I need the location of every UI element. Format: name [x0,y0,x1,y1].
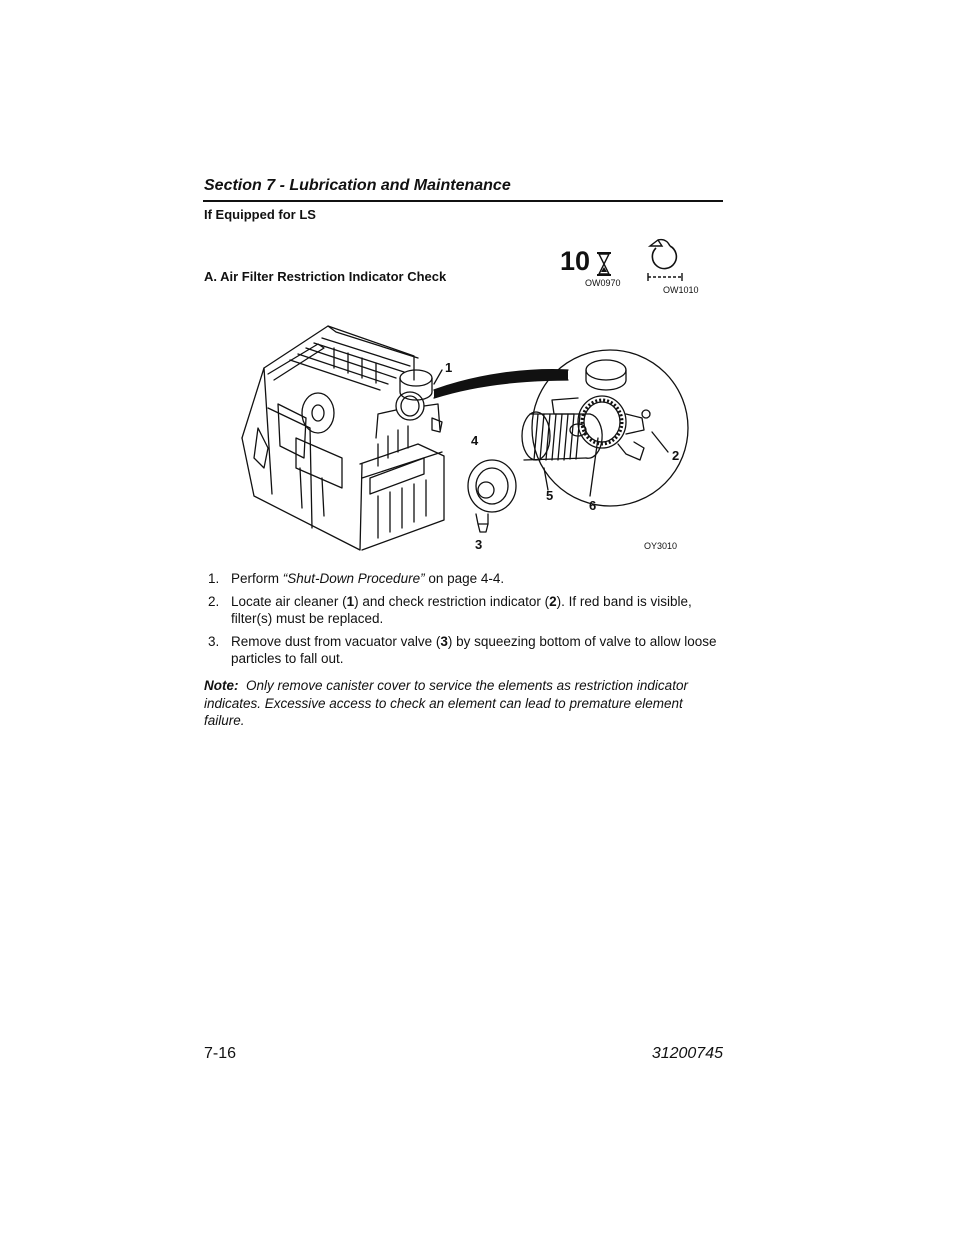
step-item [208,593,723,627]
interval-number: 10 [560,246,591,276]
air-filter-illustration [238,318,690,558]
step-item [208,570,723,587]
procedure-steps [208,570,723,673]
section-title: Section 7 - Lubrication and Maintenance [204,177,511,194]
callout-3: 3 [475,537,483,552]
header-rule [203,200,723,202]
step-text: Locate air cleaner (1) and check restriction indicator (2). If red band is visible, filter(s) must be replaced. [231,594,692,626]
step-text: Perform “Shut-Down Procedure” on page 4-4. [231,571,505,586]
check-heading: A. Air Filter Restriction Indicator Check [204,269,447,284]
callout-1: 1 [445,360,453,375]
callout-2: 2 [672,448,680,463]
rotation-arrow-icon [644,236,686,282]
subheading: If Equipped for LS [204,207,316,222]
step-text: Remove dust from vacuator valve (3) by squeezing bottom of valve to allow loose particles to fall out. [231,634,717,666]
procedure-reference-link[interactable]: “Shut-Down Procedure” [282,571,425,586]
figure-code: OY3010 [644,541,678,551]
hourglass-icon [596,252,612,276]
note-label: Note: [204,678,239,693]
page-number: 7-16 [204,1045,237,1062]
interval-code: OW0970 [585,278,621,288]
document-number: 31200745 [651,1045,723,1062]
callout-4: 4 [471,433,479,448]
callout-5: 5 [546,488,554,503]
callout-6: 6 [589,498,597,513]
note [204,677,724,730]
step-number: 2. [208,594,220,609]
step-number: 3. [208,634,220,649]
rotation-code: OW1010 [663,285,699,295]
step-item [208,633,723,667]
step-number: 1. [208,571,220,586]
note-text: Only remove canister cover to service the elements as restriction indicator indicates. Excessive access to check an element can lead to premature element failure. [204,678,688,728]
